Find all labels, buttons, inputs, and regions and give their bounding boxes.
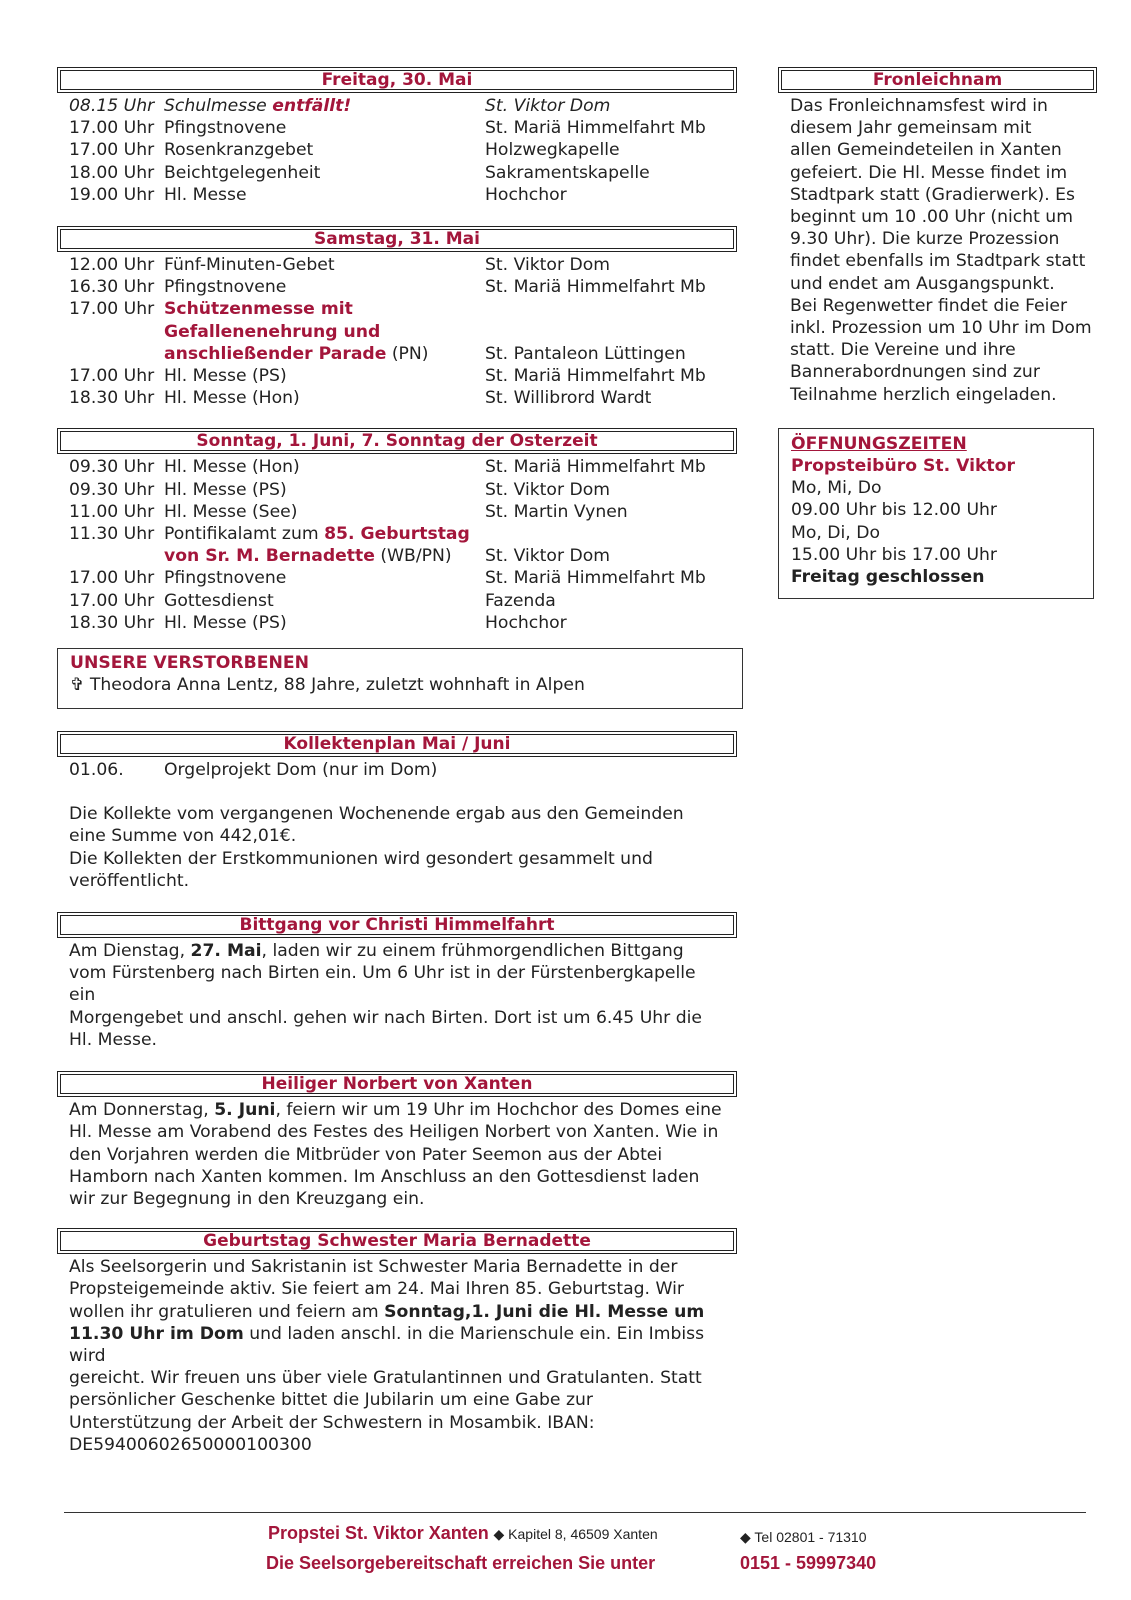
- time: 12.00 Uhr: [69, 255, 155, 276]
- schedule-row: [69, 590, 737, 612]
- place: St. Pantaleon Lüttingen: [485, 343, 686, 364]
- time: 17.00 Uhr: [69, 590, 155, 611]
- right-column: [778, 67, 1097, 599]
- time: 18.30 Uhr: [69, 612, 155, 633]
- event: Hl. Messe (Hon): [164, 388, 300, 409]
- friday-header: [57, 67, 737, 93]
- friday-title: Freitag, 30. Mai: [60, 70, 734, 90]
- diamond-icon: ◆: [740, 1529, 751, 1545]
- place: Sakramentskapelle: [485, 162, 650, 183]
- place: St. Viktor Dom: [485, 546, 610, 567]
- fronleichnam-text: Das Fronleichnamsfest wird in diesem Jahr gemeinsam mit allen Gemeindeteilen in Xanten gefeiert. Die Hl. Messe findet im Stadtpark statt (Gradierwerk). Es beginnt um 10 .00 Uhr (nicht um 9.30 Uhr). Die kurze Prozession findet ebenfalls im Stadtpark statt und endet am Ausgangspunkt. Bei Regenwetter findet die Feier inkl. Prozession um 10 Uhr im Dom statt. Die Vereine und ihre Bannerabordnungen sind zur Teilnahme herzlich eingeladen.: [790, 96, 1092, 405]
- place: Holzwegkapelle: [485, 140, 620, 161]
- time: 09.30 Uhr: [69, 457, 155, 478]
- time: 17.00 Uhr: [69, 140, 155, 161]
- norbert-header: [57, 1071, 737, 1097]
- place: Hochchor: [485, 612, 567, 633]
- place: St. Willibrord Wardt: [485, 388, 652, 409]
- schedule-row: [69, 523, 737, 567]
- schedule-row: [69, 387, 737, 409]
- fronleichnam-title: Fronleichnam: [781, 70, 1094, 90]
- bittgang-text: Am Dienstag, 27. Mai, laden wir zu einem frühmorgendlichen Bittgang vom Fürstenberg nach Birten ein. Um 6 Uhr ist in der Fürstenbergkapelle ein Morgengebet und anschl. gehen wir nach Birten. Dort ist um 6.45 Uhr die Hl. Messe.: [69, 941, 702, 1050]
- collection-text: Die Kollekte vom vergangenen Wochenende ergab aus den Gemeinden eine Summe von 442,01€. Die Kollekten der Erstkommunionen wird gesondert gesammelt und veröffentlicht.: [69, 804, 684, 891]
- event: Fünf-Minuten-Gebet: [164, 255, 335, 276]
- event: Schützenmesse mit Gefallenenehrung und anschließender Parade (PN): [164, 299, 429, 364]
- schedule-row: [69, 365, 737, 387]
- opening-hours-box: [778, 428, 1094, 599]
- event: Pfingstnovene: [164, 568, 287, 589]
- time: 08.15 Uhr: [69, 96, 155, 116]
- footer-address: Kapitel 8, 46509 Xanten: [504, 1526, 658, 1542]
- event: Hl. Messe (PS): [164, 366, 287, 387]
- place: St. Viktor Dom: [485, 479, 610, 500]
- sunday-title: Sonntag, 1. Juni, 7. Sonntag der Osterzeit: [60, 431, 734, 451]
- time: 17.00 Uhr: [69, 118, 155, 139]
- event: Beichtgelegenheit: [164, 162, 321, 183]
- time: 17.00 Uhr: [69, 299, 155, 320]
- hours-time-1: 09.00 Uhr bis 12.00 Uhr: [791, 500, 997, 521]
- place: St. Mariä Himmelfahrt Mb: [485, 277, 706, 298]
- event: Gottesdienst: [164, 590, 274, 611]
- left-column: [57, 67, 737, 1456]
- time: 16.30 Uhr: [69, 277, 155, 298]
- footer-divider: [64, 1512, 1086, 1513]
- sunday-header: [57, 428, 737, 454]
- collection-plan: [69, 759, 737, 781]
- collection-title: Kollektenplan Mai / Juni: [60, 734, 734, 754]
- opening-hours-title: ÖFFNUNGSZEITEN: [791, 433, 967, 454]
- place: St. Martin Vynen: [485, 501, 628, 522]
- footer-phone: 0151 - 59997340: [740, 1553, 877, 1573]
- event: Hl. Messe (See): [164, 501, 298, 522]
- place: St. Mariä Himmelfahrt Mb: [485, 568, 706, 589]
- birthday-text: Als Seelsorgerin und Sakristanin ist Schwester Maria Bernadette in der Propsteigemeinde aktiv. Sie feiert am 24. Mai Ihren 85. Geburtstag. Wir wollen ihr gratulieren und feiern am Sonntag,1. Juni die Hl. Messe um 11.30 Uhr im Dom und laden anschl. in die Marienschule ein. Ein Imbiss wird gereicht. Wir freuen uns über viele Gratulantinnen und Gratulanten. Statt persönlicher Geschenke bittet die Jubilarin um eine Gabe zur Unterstützung der Arbeit der Schwestern in Mosambik. IBAN: DE59400602650000100300: [69, 1257, 705, 1455]
- time: 18.30 Uhr: [69, 388, 155, 409]
- place: St. Mariä Himmelfahrt Mb: [485, 366, 706, 387]
- hours-closed: Freitag geschlossen: [791, 567, 985, 588]
- schedule-row: [69, 254, 737, 276]
- time: 18.00 Uhr: [69, 162, 155, 183]
- schedule-row: [69, 298, 737, 365]
- time: 17.00 Uhr: [69, 568, 155, 589]
- schedule-row: [69, 95, 737, 117]
- hours-days-1: Mo, Mi, Do: [791, 478, 882, 499]
- event: Pfingstnovene: [164, 277, 287, 298]
- schedule-row: [69, 567, 737, 589]
- bittgang-title: Bittgang vor Christi Himmelfahrt: [60, 915, 734, 935]
- event: Pfingstnovene: [164, 118, 287, 139]
- footer-reach: Die Seelsorgebereitschaft erreichen Sie unter: [266, 1553, 656, 1573]
- hours-days-2: Mo, Di, Do: [791, 522, 880, 543]
- time: 19.00 Uhr: [69, 184, 155, 205]
- event: Schulmesse entfällt!: [164, 96, 352, 116]
- collection-row: [69, 759, 737, 781]
- time: 09.30 Uhr: [69, 479, 155, 500]
- event: Hl. Messe (PS): [164, 612, 287, 633]
- cross-icon: ✞: [70, 675, 85, 696]
- collection-date: 01.06.: [69, 760, 124, 781]
- time: 11.30 Uhr: [69, 524, 155, 545]
- time: 17.00 Uhr: [69, 366, 155, 387]
- schedule-row: [69, 139, 737, 161]
- norbert-title: Heiliger Norbert von Xanten: [60, 1074, 734, 1094]
- footer-org-line: [268, 1522, 658, 1545]
- place: St. Mariä Himmelfahrt Mb: [485, 457, 706, 478]
- saturday-title: Samstag, 31. Mai: [60, 229, 734, 249]
- place: St. Viktor Dom: [485, 96, 611, 116]
- bittgang-header: [57, 912, 737, 938]
- event: Pontifikalamt zum 85. Geburtstag von Sr. M. Bernadette (WB/PN): [164, 524, 470, 567]
- saturday-schedule: [69, 254, 737, 409]
- hours-time-2: 15.00 Uhr bis 17.00 Uhr: [791, 544, 997, 565]
- diamond-icon: ◆: [493, 1526, 505, 1542]
- birthday-header: [57, 1228, 737, 1254]
- schedule-row: [69, 612, 737, 634]
- collection-header: [57, 731, 737, 757]
- event: Hl. Messe (PS): [164, 479, 287, 500]
- birthday-title: Geburtstag Schwester Maria Bernadette: [60, 1231, 734, 1251]
- saturday-header: [57, 226, 737, 252]
- place: Hochchor: [485, 184, 567, 205]
- time: 11.00 Uhr: [69, 501, 155, 522]
- deceased-box: [57, 648, 743, 709]
- footer-tel: ◆ Tel 02801 - 71310: [740, 1529, 867, 1545]
- event: Hl. Messe: [164, 184, 247, 205]
- schedule-row: [69, 456, 737, 478]
- event: Hl. Messe (Hon): [164, 457, 300, 478]
- place: St. Viktor Dom: [485, 255, 610, 276]
- schedule-row: [69, 276, 737, 298]
- place: St. Mariä Himmelfahrt Mb: [485, 118, 706, 139]
- collection-purpose: Orgelprojekt Dom (nur im Dom): [164, 760, 438, 781]
- schedule-row: [69, 479, 737, 501]
- friday-schedule: [69, 95, 737, 206]
- norbert-text: Am Donnerstag, 5. Juni, feiern wir um 19 Uhr im Hochchor des Domes eine Hl. Messe am Vorabend des Festes des Heiligen Norbert von Xanten. Wie in den Vorjahren werden die Mitbrüder von Pater Seemon aus der Abtei Hamborn nach Xanten kommen. Im Anschluss an den Gottesdienst laden wir zur Begegnung in den Kreuzgang ein.: [69, 1100, 722, 1209]
- office-name: Propsteibüro St. Viktor: [791, 456, 1015, 477]
- place: Fazenda: [485, 590, 556, 611]
- sunday-schedule: [69, 456, 737, 634]
- schedule-row: [69, 162, 737, 184]
- schedule-row: [69, 117, 737, 139]
- schedule-row: [69, 184, 737, 206]
- schedule-row: [69, 501, 737, 523]
- deceased-title: UNSERE VERSTORBENEN: [70, 653, 309, 674]
- fronleichnam-header: [778, 67, 1097, 93]
- footer-org: Propstei St. Viktor Xanten: [268, 1523, 489, 1543]
- deceased-entry: ✞ Theodora Anna Lentz, 88 Jahre, zuletzt wohnhaft in Alpen: [70, 675, 585, 696]
- event: Rosenkranzgebet: [164, 140, 314, 161]
